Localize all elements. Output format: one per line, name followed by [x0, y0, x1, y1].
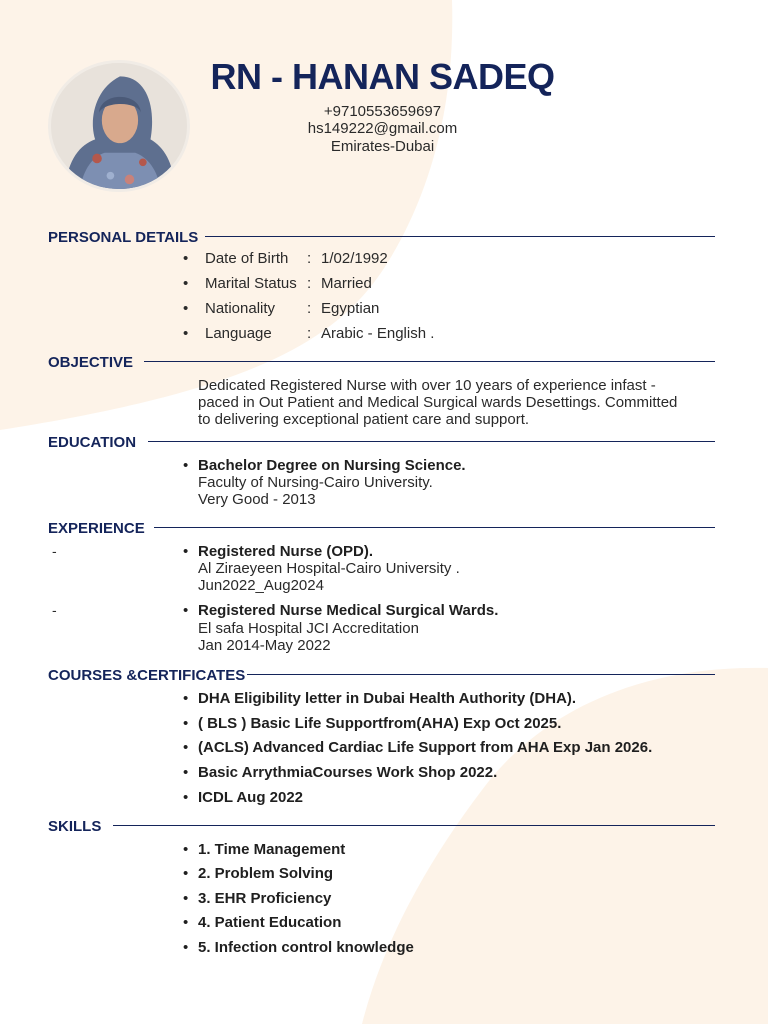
skill-text: 3. EHR Proficiency: [198, 890, 332, 907]
bullet: •: [183, 325, 189, 342]
bullet: •: [183, 865, 189, 882]
experience-dash: -: [52, 543, 57, 559]
bullet: •: [183, 300, 189, 317]
bullet: •: [183, 914, 189, 931]
detail-value: Married: [321, 275, 372, 292]
detail-separator: :: [307, 250, 312, 267]
bullet: •: [183, 841, 189, 858]
objective-line: Dedicated Registered Nurse with over 10 years of experience infast -: [198, 377, 656, 394]
section-title-skills: SKILLS: [48, 818, 102, 835]
course-text: ICDL Aug 2022: [198, 789, 304, 806]
detail-value: Egyptian: [321, 300, 380, 317]
experience-dash: -: [52, 602, 57, 618]
detail-separator: :: [307, 300, 312, 317]
location: Emirates-Dubai: [330, 138, 435, 155]
objective-line: to delivering exceptional patient care and support.: [198, 411, 530, 428]
detail-separator: :: [307, 275, 312, 292]
detail-label: Marital Status: [205, 275, 297, 292]
detail-label: Date of Birth: [205, 250, 289, 267]
bullet: •: [183, 789, 189, 806]
email-address: hs149222@gmail.com: [307, 120, 458, 137]
skill-text: 2. Problem Solving: [198, 865, 334, 882]
education-grade: Very Good - 2013: [198, 491, 316, 508]
job-dates: Jan 2014-May 2022: [198, 637, 331, 654]
course-text: Basic ArrythmiaCourses Work Shop 2022.: [198, 764, 498, 781]
section-divider: [144, 361, 715, 362]
job-title: Registered Nurse (OPD).: [198, 543, 374, 560]
bullet: •: [183, 457, 189, 474]
bullet: •: [183, 890, 189, 907]
section-divider: [205, 236, 715, 237]
skill-text: 5. Infection control knowledge: [198, 939, 414, 956]
objective-line: paced in Out Patient and Medical Surgical wards Desettings. Committed: [198, 394, 678, 411]
detail-value: Arabic - English .: [321, 325, 435, 342]
course-text: (ACLS) Advanced Cardiac Life Support from AHA Exp Jan 2026.: [198, 739, 653, 756]
phone-number: +9710553659697: [323, 103, 442, 120]
section-title-courses: COURSES &CERTIFICATES: [48, 667, 246, 684]
degree-title: Bachelor Degree on Nursing Science.: [198, 457, 466, 474]
job-dates: Jun2022_Aug2024: [198, 577, 324, 594]
section-title-objective: OBJECTIVE: [48, 354, 134, 371]
bullet: •: [183, 939, 189, 956]
course-text: ( BLS ) Basic Life Supportfrom(AHA) Exp Oct 2025.: [198, 715, 562, 732]
bullet: •: [183, 602, 189, 619]
section-divider: [113, 825, 715, 826]
skill-text: 4. Patient Education: [198, 914, 342, 931]
section-title-education: EDUCATION: [48, 434, 137, 451]
bullet: •: [183, 739, 189, 756]
detail-separator: :: [307, 325, 312, 342]
detail-label: Nationality: [205, 300, 276, 317]
section-title-experience: EXPERIENCE: [48, 520, 145, 537]
section-divider: [148, 441, 715, 442]
bullet: •: [183, 764, 189, 781]
detail-label: Language: [205, 325, 272, 342]
job-employer: El safa Hospital JCI Accreditation: [198, 620, 419, 637]
course-text: DHA Eligibility letter in Dubai Health Authority (DHA).: [198, 690, 577, 707]
detail-value: 1/02/1992: [321, 250, 388, 267]
bullet: •: [183, 690, 189, 707]
job-employer: Al Ziraeyeen Hospital-Cairo University .: [198, 560, 460, 577]
section-divider: [154, 527, 715, 528]
section-title-personal-details: PERSONAL DETAILS: [48, 229, 199, 246]
education-school: Faculty of Nursing-Cairo University.: [198, 474, 433, 491]
bullet: •: [183, 543, 189, 560]
bullet: •: [183, 715, 189, 732]
skill-text: 1. Time Management: [198, 841, 346, 858]
job-title: Registered Nurse Medical Surgical Wards.: [198, 602, 499, 619]
candidate-name: RN - HANAN SADEQ: [210, 56, 555, 97]
bullet: •: [183, 275, 189, 292]
section-divider: [247, 674, 715, 675]
bullet: •: [183, 250, 189, 267]
